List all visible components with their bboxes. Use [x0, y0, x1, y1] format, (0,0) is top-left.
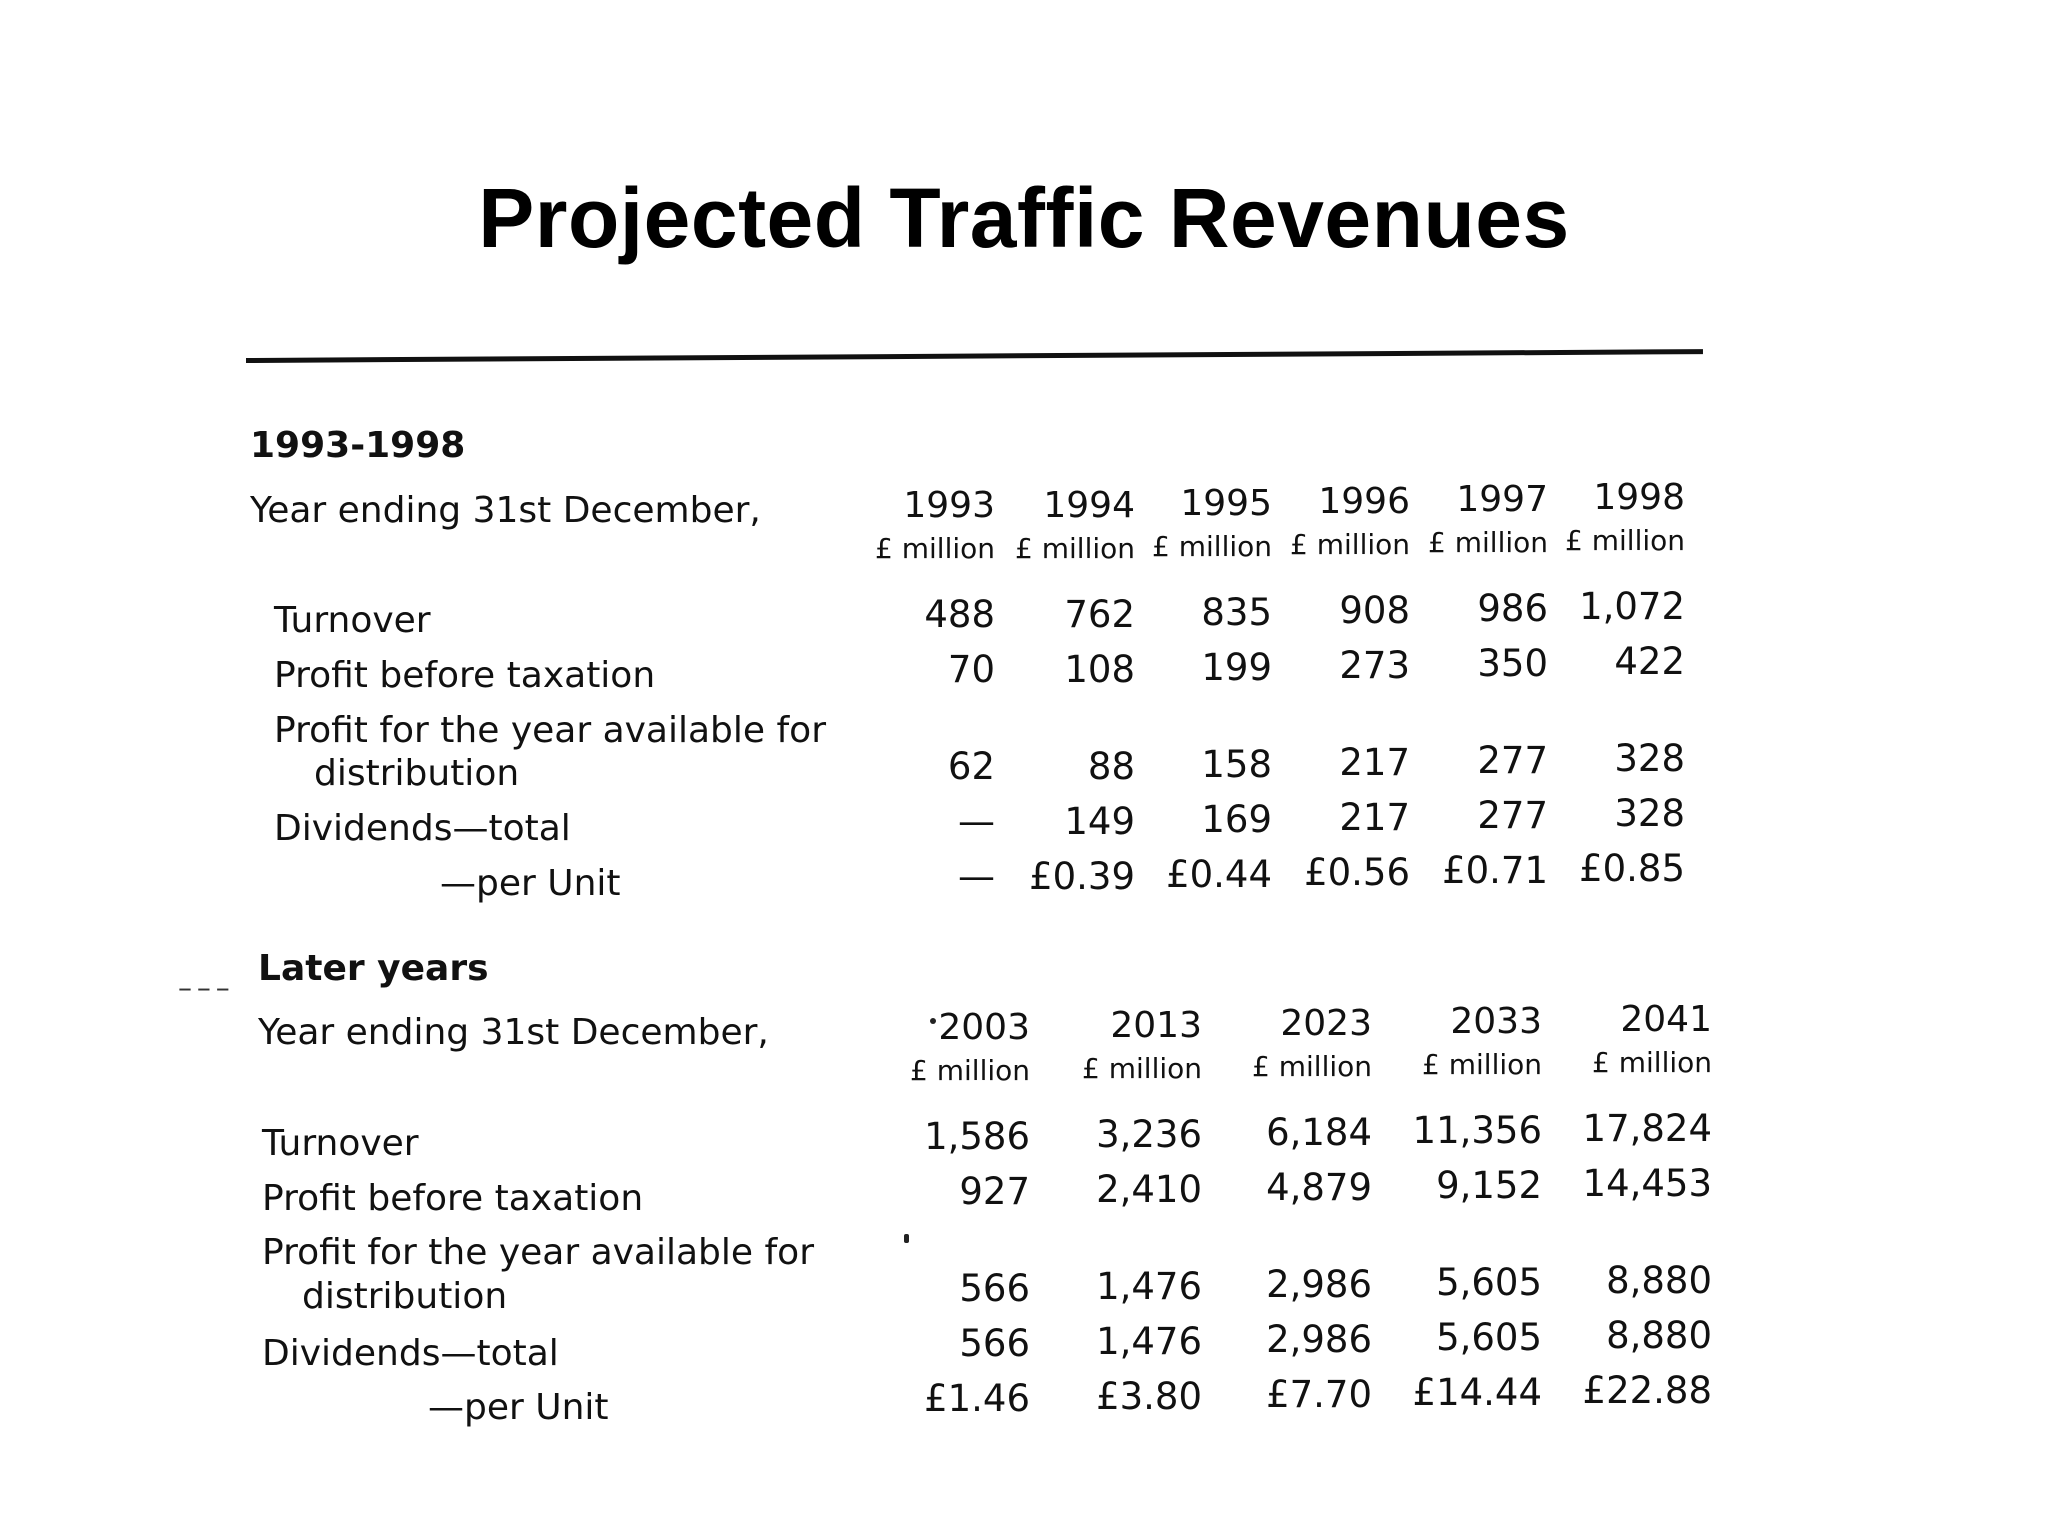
cell-profit-before-tax: 70 [947, 648, 995, 691]
cell-dividends-per-unit: £22.88 [1582, 1369, 1712, 1412]
row-label-dividends-per-unit: —per Unit [440, 863, 621, 904]
cell-dividends-per-unit: — [958, 855, 995, 898]
cell-profit-before-tax: 14,453 [1582, 1162, 1712, 1205]
column-unit: £ million [1422, 1048, 1542, 1081]
cell-dividends-per-unit: £1.46 [924, 1377, 1030, 1420]
cell-profit-available: 8,880 [1606, 1259, 1712, 1302]
cell-turnover: 6,184 [1266, 1111, 1372, 1154]
column-unit: £ million [1152, 530, 1272, 563]
cell-profit-available: 1,476 [1096, 1265, 1202, 1308]
column-year: 2013 [1110, 1005, 1202, 1046]
column-year: 2033 [1450, 1001, 1542, 1042]
cell-dividends-total: 328 [1614, 792, 1685, 835]
cell-dividends-total: 217 [1339, 796, 1410, 839]
cell-profit-before-tax: 2,410 [1096, 1168, 1202, 1211]
column-year: 1994 [1043, 485, 1135, 526]
row-label-turnover: Turnover [274, 600, 431, 641]
section-heading: 1993-1998 [250, 425, 466, 466]
cell-turnover: 1,586 [924, 1115, 1030, 1158]
column-year: 2023 [1280, 1003, 1372, 1044]
cell-turnover: 11,356 [1412, 1109, 1542, 1152]
column-year: 2003 [938, 1007, 1030, 1048]
cell-profit-available: 88 [1087, 745, 1135, 788]
cell-turnover: 908 [1339, 589, 1410, 632]
cell-turnover: 986 [1477, 587, 1548, 630]
cell-dividends-total: — [958, 800, 995, 843]
row-label-profit-available-cont: distribution [314, 753, 520, 794]
row-label-dividends-per-unit: —per Unit [428, 1387, 609, 1428]
year-ending-label: Year ending 31st December, [250, 490, 761, 531]
cell-profit-available: 5,605 [1436, 1261, 1542, 1304]
section-heading: Later years [258, 948, 489, 989]
column-unit: £ million [875, 532, 995, 565]
cell-dividends-total: 5,605 [1436, 1316, 1542, 1359]
cell-dividends-per-unit: £7.70 [1266, 1373, 1372, 1416]
cell-dividends-total: 277 [1477, 794, 1548, 837]
cell-turnover: 17,824 [1582, 1107, 1712, 1150]
cell-profit-before-tax: 350 [1477, 642, 1548, 685]
cell-turnover: 488 [924, 593, 995, 636]
title-rule [246, 349, 1703, 363]
cell-dividends-per-unit: £0.39 [1029, 855, 1135, 898]
cell-profit-available: 328 [1614, 737, 1685, 780]
row-label-profit-before-tax: Profit before taxation [262, 1178, 644, 1219]
cell-dividends-per-unit: £14.44 [1412, 1371, 1542, 1414]
cell-profit-before-tax: 4,879 [1266, 1166, 1372, 1209]
cell-profit-available: 2,986 [1266, 1263, 1372, 1306]
column-unit: £ million [1592, 1046, 1712, 1079]
cell-turnover: 762 [1064, 593, 1135, 636]
cell-dividends-per-unit: £0.44 [1166, 853, 1272, 896]
column-unit: £ million [910, 1054, 1030, 1087]
column-unit: £ million [1565, 524, 1685, 557]
cell-profit-available: 217 [1339, 741, 1410, 784]
column-unit: £ million [1252, 1050, 1372, 1083]
cell-profit-before-tax: 422 [1614, 640, 1685, 683]
cell-profit-before-tax: 108 [1064, 648, 1135, 691]
cell-turnover: 3,236 [1096, 1113, 1202, 1156]
column-year: 1993 [903, 485, 995, 526]
row-label-dividends-total: Dividends—total [262, 1333, 559, 1374]
column-year: 2041 [1620, 999, 1712, 1040]
row-label-dividends-total: Dividends—total [274, 808, 571, 849]
cell-profit-available: 277 [1477, 739, 1548, 782]
cell-dividends-total: 8,880 [1606, 1314, 1712, 1357]
stray-speck [904, 1234, 909, 1243]
cell-dividends-per-unit: £3.80 [1096, 1375, 1202, 1418]
cell-dividends-total: 169 [1201, 798, 1272, 841]
row-label-turnover: Turnover [262, 1123, 419, 1164]
column-year: 1996 [1318, 481, 1410, 522]
cell-dividends-per-unit: £0.85 [1579, 847, 1685, 890]
page-title: Projected Traffic Revenues [478, 171, 1570, 265]
row-label-profit-before-tax: Profit before taxation [274, 655, 656, 696]
cell-profit-before-tax: 9,152 [1436, 1164, 1542, 1207]
margin-dash-mark: – – – [178, 971, 228, 1004]
column-unit: £ million [1082, 1052, 1202, 1085]
column-year: 1995 [1180, 483, 1272, 524]
row-label-profit-available-cont: distribution [302, 1276, 508, 1317]
cell-profit-available: 62 [947, 745, 995, 788]
cell-dividends-total: 566 [959, 1322, 1030, 1365]
cell-dividends-per-unit: £0.56 [1304, 851, 1410, 894]
cell-turnover: 835 [1201, 591, 1272, 634]
year-ending-label: Year ending 31st December, [258, 1012, 769, 1053]
column-year: 1997 [1456, 479, 1548, 520]
column-year: 1998 [1593, 477, 1685, 518]
row-label-profit-available: Profit for the year available for [262, 1232, 815, 1273]
cell-dividends-total: 2,986 [1266, 1318, 1372, 1361]
cell-dividends-per-unit: £0.71 [1442, 849, 1548, 892]
cell-profit-available: 566 [959, 1267, 1030, 1310]
cell-turnover: 1,072 [1579, 585, 1685, 628]
cell-profit-before-tax: 927 [959, 1170, 1030, 1213]
cell-profit-before-tax: 273 [1339, 644, 1410, 687]
column-unit: £ million [1015, 532, 1135, 565]
cell-profit-available: 158 [1201, 743, 1272, 786]
column-unit: £ million [1428, 526, 1548, 559]
cell-dividends-total: 149 [1064, 800, 1135, 843]
row-label-profit-available: Profit for the year available for [274, 710, 827, 751]
cell-profit-before-tax: 199 [1201, 646, 1272, 689]
cell-dividends-total: 1,476 [1096, 1320, 1202, 1363]
column-unit: £ million [1290, 528, 1410, 561]
